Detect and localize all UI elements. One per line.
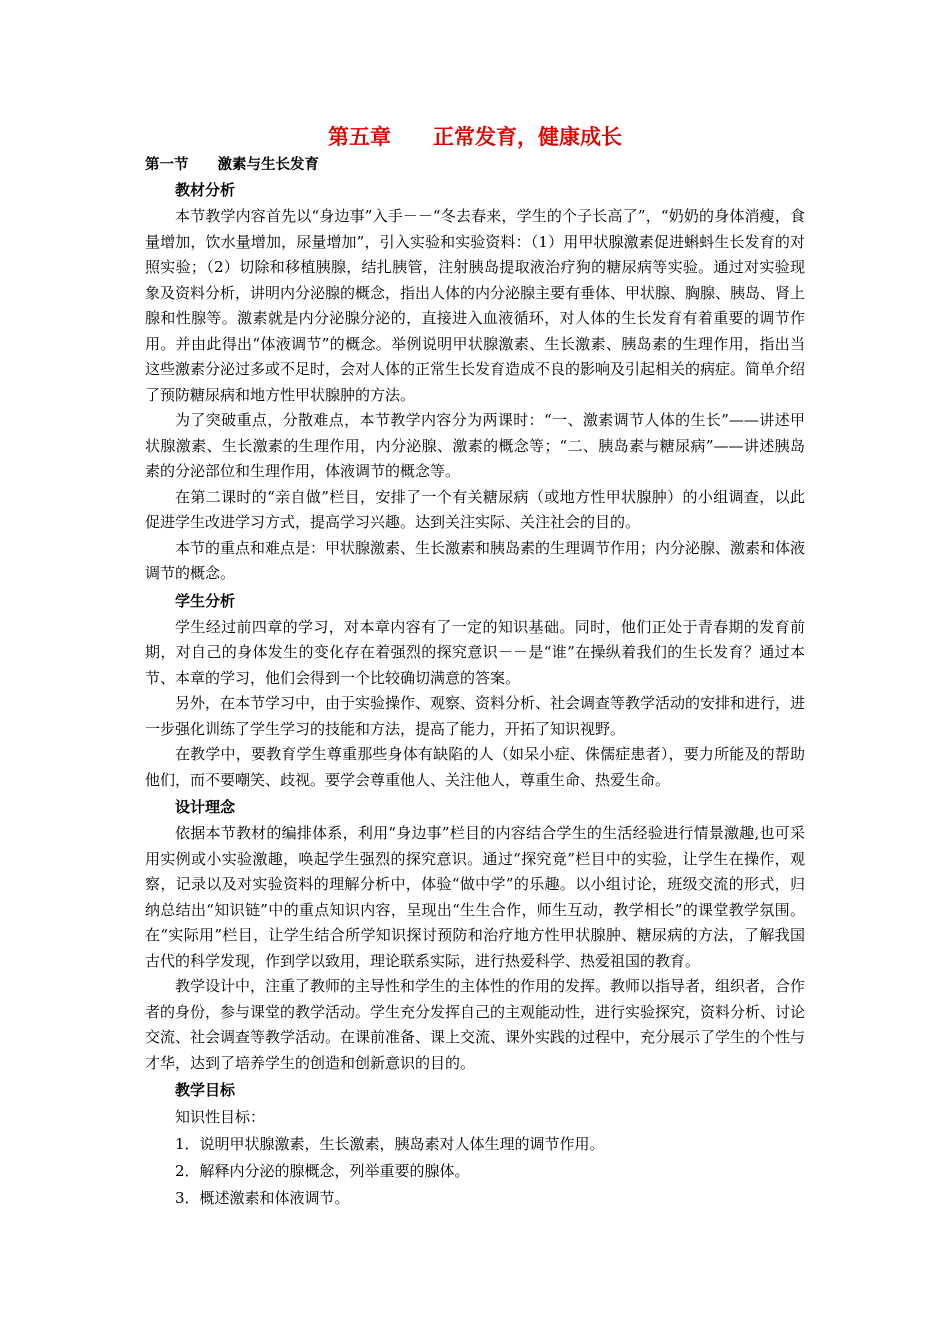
design-concept-section [145,793,805,1076]
teaching-objectives-section [145,1076,805,1212]
design-paragraph: 依据本节教材的编排体系，利用“身边事”栏目的内容结合学生的生活经验进行情景激趣,也可采用实例或小实验激趣，唤起学生强烈的探究意识。通过“探究竟”栏目中的实验，让学生在操作，观察，记录以及对实验资料的理解分析中，体验“做中学”的乐趣。以小组讨论，班级交流的形式，归纳总结出“知识链”中的重点知识内容，呈现出“生生合作，师生互动，教学相长”的课堂教学氛围。在“实际用”栏目，让学生结合所学知识探讨预防和治疗地方性甲状腺肿、糖尿病的方法，了解我国古代的科学发现，作到学以致用，理论联系实际，进行热爱科学、热爱祖国的教育。 [145,824,805,970]
objective-item: 2．解释内分泌的腺概念，列举重要的腺体。 [175,1162,470,1180]
student-paragraph: 在教学中，要教育学生尊重那些身体有缺陷的人（如呆小症、侏儒症患者），要力所能及的帮助他们，而不要嘲笑、歧视。要学会尊重他人、关注他人，尊重生命、热爱生命。 [145,745,805,789]
document-page [145,122,805,1212]
objectives-intro: 知识性目标： [175,1108,266,1126]
materials-paragraph: 在第二课时的“亲自做”栏目，安排了一个有关糖尿病（或地方性甲状腺肿）的小组调查，以此促进学生改进学习方式，提高学习兴趣。达到关注实际、关注社会的目的。 [145,487,805,531]
student-paragraph: 学生经过前四章的学习，对本章内容有了一定的知识基础。同时，他们正处于青春期的发育前期，对自己的身体发生的变化存在着强烈的探究意识－－是“谁”在操纵着我们的生长发育？通过本节、本章的学习，他们会得到一个比较确切满意的答案。 [145,617,805,687]
student-analysis-heading: 学生分析 [175,591,236,610]
student-paragraph: 另外，在本节学习中，由于实验操作、观察、资料分析、社会调查等教学活动的安排和进行，进一步强化训练了学生学习的技能和方法，提高了能力，开拓了知识视野。 [145,694,806,738]
section-title: 第一节 激素与生长发育 [145,157,319,173]
design-paragraph: 教学设计中，注重了教师的主导性和学生的主体性的作用的发挥。教师以指导者，组织者，合作者的身份，参与课堂的教学活动。学生充分发挥自己的主观能动性，进行实验探究，资料分析、讨论交流、社会调查等教学活动。在课前准备、课上交流、课外实践的过程中，充分展示了学生的个性与才华，达到了培养学生的创造和创新意识的目的。 [145,977,806,1072]
objective-item: 3．概述激素和体液调节。 [175,1189,350,1207]
materials-paragraph: 为了突破重点，分散难点，本节教学内容分为两课时：“一、激素调节人体的生长”——讲述甲状腺激素、生长激素的生理作用，内分泌腺、激素的概念等；“二、胰岛素与糖尿病”——讲述胰岛素的分泌部位和生理作用，体液调节的概念等。 [145,411,805,480]
student-analysis-section [145,587,805,794]
materials-analysis-section [145,176,805,587]
objective-item: 1．说明甲状腺激素，生长激素，胰岛素对人体生理的调节作用。 [175,1135,605,1153]
materials-paragraph: 本节的重点和难点是：甲状腺激素、生长激素和胰岛素的生理调节作用；内分泌腺、激素和体液调节的概念。 [145,538,806,582]
materials-analysis-heading: 教材分析 [175,181,236,199]
materials-paragraph: 本节教学内容首先以“身边事”入手－－“冬去春来，学生的个子长高了”，“奶奶的身体消瘦，食量增加，饮水量增加，尿量增加”，引入实验和实验资料：（1）用甲状腺激素促进蝌蚪生长发育的对照实验；（2）切除和移植胰腺，结扎胰管，注射胰岛提取液治疗狗的糖尿病等实验。通过对实验现象及资料分析，讲明内分泌腺的概念，指出人体的内分泌腺主要有垂体、甲状腺、胸腺、胰岛、肾上腺和性腺等。激素就是内分泌腺分泌的，直接进入血液循环，对人体的生长发育有着重要的调节作用。并由此得出“体液调节”的概念。举例说明甲状腺激素、生长激素、胰岛素的生理作用，指出当这些激素分泌过多或不足时，会对人体的正常生长发育造成不良的影响及引起相关的病症。简单介绍了预防糖尿病和地方性甲状腺肿的方法。 [145,207,806,404]
chapter-title: 第五章 正常发育，健康成长 [328,125,622,149]
design-concept-heading: 设计理念 [175,798,236,816]
teaching-objectives-heading: 教学目标 [175,1081,236,1099]
